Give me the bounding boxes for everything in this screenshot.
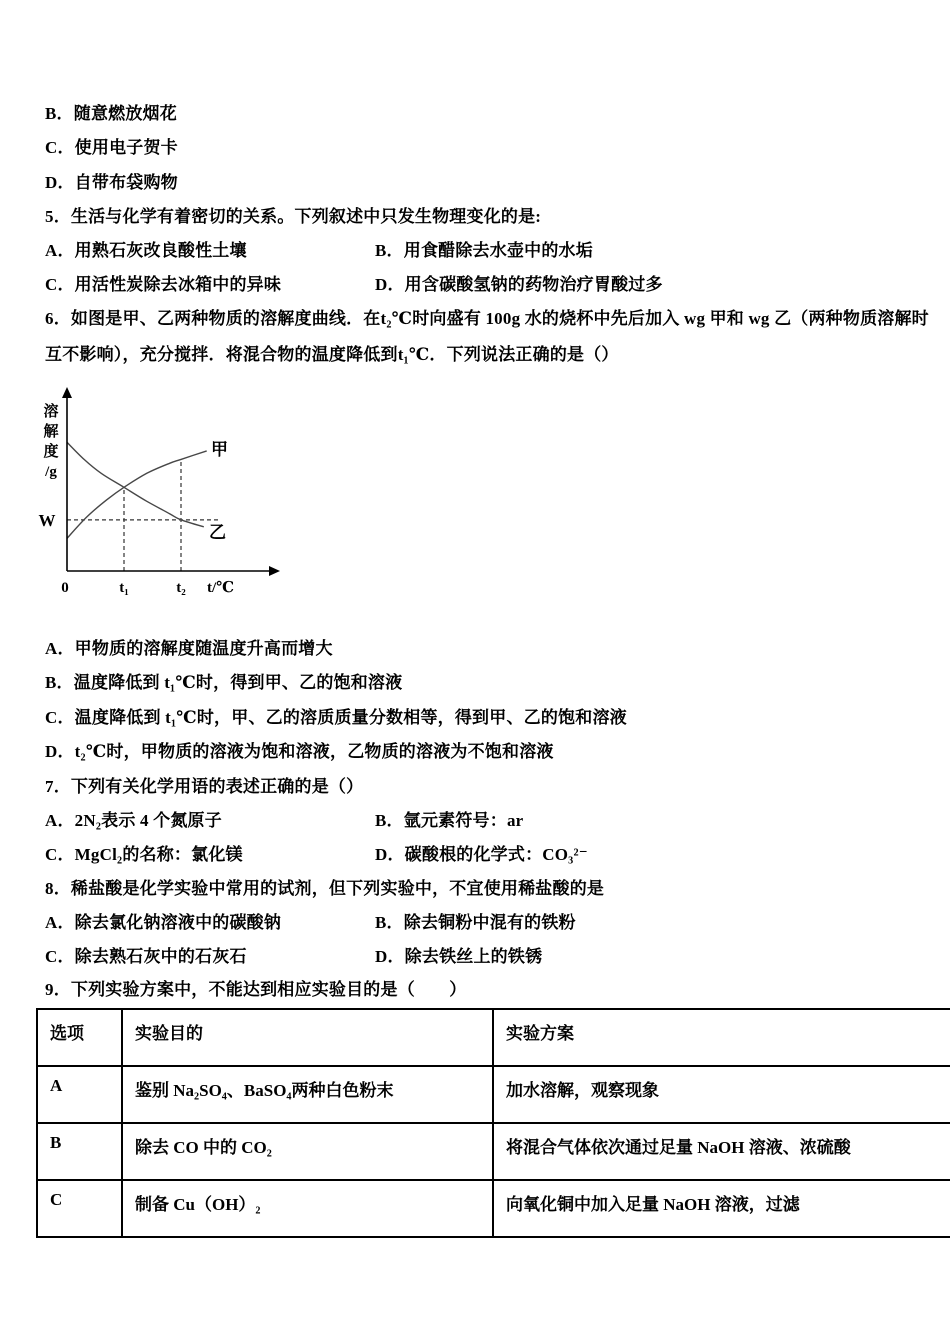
- curve-yi-label: 乙: [209, 523, 226, 542]
- table-cell-plan: 向氧化铜中加入足量 NaOH 溶液，过滤: [493, 1180, 950, 1237]
- y-axis-arrow-icon: [62, 387, 72, 398]
- w-tick-label: W: [38, 511, 56, 530]
- curve-jia-label: 甲: [211, 440, 228, 459]
- x-tick-0: 0: [61, 580, 69, 596]
- chart-curves: [67, 442, 219, 571]
- x-axis-label: t/℃: [207, 580, 235, 596]
- q5-option-c: C．用活性炭除去冰箱中的异味: [45, 275, 282, 294]
- table-cell-plan: 加水溶解，观察现象: [493, 1066, 950, 1123]
- q8-option-a: A．除去氯化钠溶液中的碳酸钠: [45, 913, 282, 932]
- table-cell-purpose: 鉴别 Na₂SO₄、BaSO₄两种白色粉末: [122, 1066, 493, 1123]
- q9-experiment-table: [36, 1008, 950, 1238]
- q8-option-b: B．除去铜粉中混有的铁粉: [375, 913, 576, 932]
- q4-option-d: D．自带布袋购物: [45, 173, 178, 192]
- q7-option-d: D．碳酸根的化学式：CO₃²⁻: [375, 845, 588, 864]
- q7-option-c: C．MgCl₂的名称：氯化镁: [45, 845, 243, 864]
- table-header-row: [37, 1009, 950, 1066]
- table-header-plan: 实验方案: [493, 1009, 950, 1066]
- y-axis-label-char-2: 解: [43, 424, 59, 440]
- table-cell-option: C: [37, 1180, 122, 1237]
- q8-option-d: D．除去铁丝上的铁锈: [375, 947, 543, 966]
- y-axis-label-char-1: 溶: [43, 404, 59, 420]
- q5-option-d: D．用含碳酸氢钠的药物治疗胃酸过多: [375, 275, 663, 294]
- q5-option-a: A．用熟石灰改良酸性土壤: [45, 241, 247, 260]
- x-tick-t1: t₁: [119, 580, 129, 596]
- table-header-option: 选项: [37, 1009, 122, 1066]
- y-axis-label-char-4: /g: [45, 464, 57, 480]
- table-cell-option: A: [37, 1066, 122, 1123]
- q6-option-b: B．温度降低到 t₁℃时，得到甲、乙的饱和溶液: [45, 673, 403, 692]
- table-cell-purpose: 制备 Cu（OH）₂: [122, 1180, 493, 1237]
- table-row: [37, 1123, 950, 1180]
- table-cell-purpose: 除去 CO 中的 CO₂: [122, 1123, 493, 1180]
- table-row: [37, 1066, 950, 1123]
- q5-stem: 5．生活与化学有着密切的关系。下列叙述中只发生物理变化的是:: [45, 207, 542, 226]
- q6-option-a: A．甲物质的溶解度随温度升高而增大: [45, 639, 333, 658]
- y-axis-label-char-3: 度: [43, 444, 59, 460]
- q4-option-c: C．使用电子贺卡: [45, 138, 178, 157]
- q8-option-c: C．除去熟石灰中的石灰石: [45, 947, 247, 966]
- solubility-curve-chart: [29, 386, 283, 604]
- q6-option-c: C．温度降低到 t₁℃时，甲、乙的溶质质量分数相等，得到甲、乙的饱和溶液: [45, 708, 627, 727]
- x-axis-arrow-icon: [269, 566, 280, 576]
- table-header-purpose: 实验目的: [122, 1009, 493, 1066]
- q6-stem-line2: 互不影响），充分搅拌．将混合物的温度降低到t₁℃．下列说法正确的是（）: [45, 345, 619, 364]
- q6-option-d: D．t₂℃时，甲物质的溶液为饱和溶液，乙物质的溶液为不饱和溶液: [45, 742, 554, 761]
- table-row: [37, 1180, 950, 1237]
- table-cell-option: B: [37, 1123, 122, 1180]
- q6-stem-line1: 6．如图是甲、乙两种物质的溶解度曲线．在t₂℃时向盛有 100g 水的烧杯中先后加入 wg 甲和 wg 乙（两种物质溶解时: [45, 309, 929, 328]
- q9-stem: 9．下列实验方案中，不能达到相应实验目的是（ ）: [45, 980, 467, 999]
- q8-stem: 8．稀盐酸是化学实验中常用的试剂，但下列实验中，不宜使用稀盐酸的是: [45, 879, 605, 898]
- q7-option-b: B．氩元素符号：ar: [375, 811, 524, 830]
- q4-option-b: B．随意燃放烟花: [45, 104, 177, 123]
- table-cell-plan: 将混合气体依次通过足量 NaOH 溶液、浓硫酸: [493, 1123, 950, 1180]
- q7-stem: 7．下列有关化学用语的表述正确的是（）: [45, 777, 364, 796]
- q7-option-a: A．2N₂表示 4 个氮原子: [45, 811, 222, 830]
- solubility-curve-yi: [67, 442, 204, 527]
- q5-option-b: B．用食醋除去水壶中的水垢: [375, 241, 593, 260]
- x-tick-t2: t₂: [176, 580, 186, 596]
